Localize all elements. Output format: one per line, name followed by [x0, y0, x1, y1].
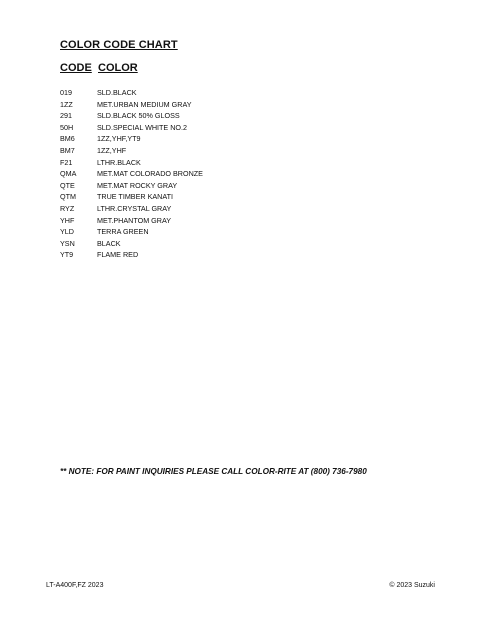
color-column-header: COLOR	[98, 62, 138, 74]
table-row	[60, 215, 380, 227]
color-code: 291	[60, 111, 72, 121]
color-name: LTHR.BLACK	[97, 157, 141, 167]
color-name: MET.MAT COLORADO BRONZE	[97, 169, 203, 179]
color-code: 1ZZ	[60, 99, 73, 109]
table-row	[60, 133, 380, 145]
color-code: 019	[60, 88, 72, 97]
color-code: 50H	[60, 122, 74, 132]
color-code: BM6	[60, 134, 75, 144]
color-code-list	[60, 87, 380, 261]
color-name: BLACK	[97, 238, 121, 248]
color-code: QTE	[60, 180, 75, 190]
table-row	[60, 203, 380, 215]
table-row	[60, 238, 380, 250]
table-row	[60, 249, 380, 261]
color-name: TRUE TIMBER KANATI	[97, 192, 174, 202]
color-code: QMA	[60, 169, 77, 179]
color-name: SLD.BLACK	[97, 88, 137, 97]
color-name: FLAME RED	[97, 250, 139, 260]
color-name: LTHR.CRYSTAL GRAY	[97, 203, 172, 213]
paint-inquiry-note: ** NOTE: FOR PAINT INQUIRIES PLEASE CALL COLOR-RITE AT (800) 736-7980	[60, 467, 367, 476]
table-row	[60, 180, 380, 192]
color-code: QTM	[60, 192, 76, 202]
color-code: BM7	[60, 145, 75, 155]
table-row	[60, 122, 380, 134]
table-row	[60, 226, 380, 238]
color-name: 1ZZ,YHF,YT9	[97, 134, 141, 144]
color-name: SLD.SPECIAL WHITE NO.2	[97, 122, 187, 132]
color-name: MET.URBAN MEDIUM GRAY	[97, 99, 192, 109]
color-code: F21	[60, 157, 73, 167]
table-row	[60, 87, 380, 99]
color-code: RYZ	[60, 203, 75, 213]
color-code: YT9	[60, 250, 74, 260]
color-name: MET.MAT ROCKY GRAY	[97, 180, 178, 190]
table-row	[60, 145, 380, 157]
color-code: YSN	[60, 238, 75, 248]
footer-copyright: © 2023 Suzuki	[389, 582, 435, 589]
color-name: MET.PHANTOM GRAY	[97, 215, 172, 225]
table-row	[60, 99, 380, 111]
page-title: COLOR CODE CHART	[60, 39, 178, 51]
table-row	[60, 168, 380, 180]
table-row	[60, 157, 380, 169]
code-column-header: CODE	[60, 62, 92, 74]
color-name: 1ZZ,YHF	[97, 145, 127, 155]
table-row	[60, 110, 380, 122]
color-name: TERRA GREEN	[97, 227, 149, 237]
color-name: SLD.BLACK 50% GLOSS	[97, 111, 180, 121]
color-code: YHF	[60, 215, 75, 225]
footer-model: LT-A400F,FZ 2023	[46, 582, 104, 589]
color-code: YLD	[60, 227, 74, 237]
table-row	[60, 191, 380, 203]
